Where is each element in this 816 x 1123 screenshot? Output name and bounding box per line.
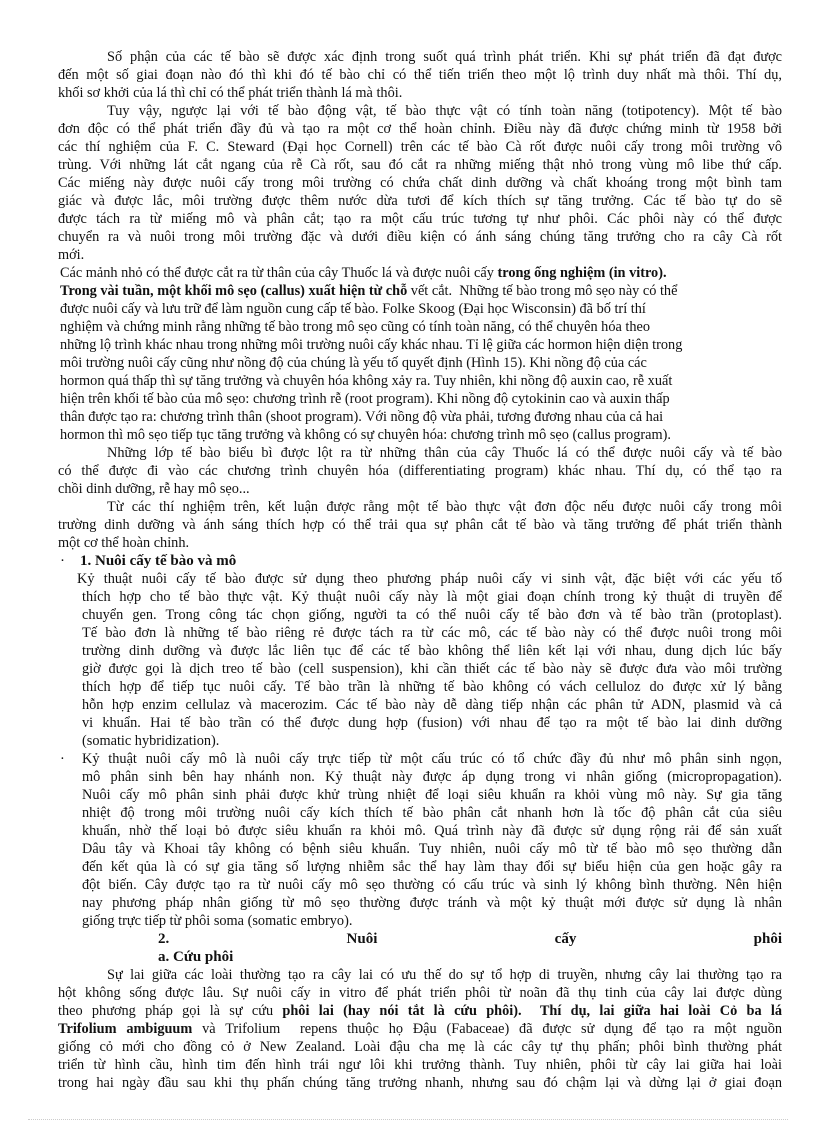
page-bottom-divider xyxy=(28,1119,788,1120)
heading-text: a. Cứu phôi xyxy=(158,949,234,965)
bold-text-run: trong ống nghiệm (in vitro). xyxy=(497,265,667,281)
paragraph-totipotency xyxy=(58,102,782,264)
text-line: hormon quá thấp thì sự tăng trưởng và chuyên hóa không xảy ra. Tuy nhiên, khi nồng độ auxin cao, rễ xuất xyxy=(60,373,673,389)
text-line xyxy=(60,282,782,300)
text-line: hormon thì mô sẹo tiếp tục tăng trưởng và không có sự chuyên hóa: chương trình mô sẹo (callus program). xyxy=(60,427,671,443)
text-line: vi khuẩn. Hai tế bào trần có thể được dung hợp (fusion) với nhau để tạo ra một tế bào lai dinh dưỡng xyxy=(82,715,782,731)
text-line: hột không sống được lâu. Sự nuôi cấy in vitro để phát triển phôi từ noãn đã thụ tinh của cây lai được dùng xyxy=(58,985,782,1001)
paragraph-epidermis xyxy=(58,444,782,498)
text-line: trường dinh dưỡng và được lắc liên tục để các tế bào không thể liên kết lại với nhau, dung dịch lúc bấy xyxy=(82,643,782,659)
text-line: một cơ thể hoàn chỉnh. xyxy=(58,535,190,551)
text-line: Nuôi cấy mô phân sinh phải được khử trùng nhiệt để loại siêu khuẩn ra khỏi vùng mô này. Sự gia tăng xyxy=(82,787,782,803)
text-line: nhiệt độ trong môi trường nuôi cấy kích thích tế bào phân cắt nhanh hơn là tốc độ phân cắt của siêu xyxy=(82,805,782,821)
text-line: hiện trên khối tế bào của mô sẹo: chương trình rễ (root program). Khi nồng độ cytokinin cao và auxin thấp xyxy=(60,391,670,407)
document-page xyxy=(58,48,782,1092)
text-line: Kỷ thuật nuôi cấy mô là nuôi cấy trực tiếp từ một cấu trúc có tổ chức đầy đủ như mô phân sinh ngọn, xyxy=(82,751,782,767)
text-line: Tuy vậy, ngược lại với tế bào động vật, tế bào thực vật có tính toàn năng (totipotency). Một tế bào xyxy=(107,103,782,119)
text-run: vết cắt. Những tế bào trong mô sẹo này có thể xyxy=(407,283,678,299)
paragraph-tobacco-callus xyxy=(58,264,782,444)
paragraph-conclusion xyxy=(58,498,782,552)
text-line xyxy=(58,1002,782,1020)
text-line: trùng. Với những lát cắt ngang của rễ Cà rốt, sau đó cắt ra những miếng thật nhỏ trong vùng mô libe thứ cấp. xyxy=(58,157,782,173)
text-run: và Trifolium repens thuộc họ Đậu (Fabaceae) đã được sử dụng để tạo ra một nguồn xyxy=(192,1021,782,1037)
text-line: nay phương pháp nhân giống từ mô sẹo thường được tránh và một kỷ thuật mới được sử dụng là nhân xyxy=(82,895,782,911)
text-line: những lộ trình khác nhau trong những môi trường nuôi cấy khác nhau. Tỉ lệ giữa các hormon hiện diện trong xyxy=(60,337,683,353)
text-run: Các mảnh nhỏ có thể được cắt ra từ thân của cây Thuốc lá và được nuôi cấy xyxy=(60,265,498,281)
text-line: Sự lai giữa các loài thường tạo ra cây lai có ưu thế do sự tổ hợp di truyền, nhưng cây lai thường tạo ra xyxy=(107,967,782,983)
heading-text: 1. Nuôi cấy tế bào và mô xyxy=(80,553,237,569)
text-line: có thể được đi vào các chương trình chuyên hóa (differentiating program) khác nhau. Thí dụ, có thể tạo ra xyxy=(58,463,782,479)
text-line: chồi dinh dưỡng, rễ hay mô sẹo... xyxy=(58,481,250,497)
text-line xyxy=(58,1020,782,1038)
paragraph-tissue-culture xyxy=(58,750,782,930)
text-line: Từ các thí nghiệm trên, kết luận được rằng một tế bào thực vật đơn độc nếu được nuôi cấy trong môi xyxy=(107,499,782,515)
text-line: được nuôi cấy và lưu trữ để làm nguồn cung cấp tế bào. Folke Skoog (Đại học Wisconsin) đã bố trí thí xyxy=(60,301,646,317)
text-line: mô phân sinh bên hay nhánh non. Kỷ thuật này được áp dụng trong vi nhân giống (micropropagation). xyxy=(82,769,782,785)
text-line: môi trường nuôi cấy cũng như nồng độ của chúng là yếu tố quyết định (Hình 15). Khi nồng độ của các xyxy=(60,355,647,371)
text-line: chuyển gen. Trong công tác chọn giống, người ta có thể nuôi cấy tế bào đơn và tế bào trần (protoplast). xyxy=(82,607,782,623)
paragraph-cell-culture xyxy=(58,570,782,750)
text-line: khuẩn, nhờ thế loại bỏ được siêu khuẩn ra khỏi mô. Quá trình này đã được sử dụng rộng rải để sản xuất xyxy=(82,823,782,839)
bullet-marker: · xyxy=(60,553,65,569)
text-line: khối sơ khởi của lá thì chỉ có thể phát triển thành lá mà thôi. xyxy=(58,85,403,101)
text-line: Dâu tây và Khoai tây không có bệnh siêu khuẩn. Tuy nhiên, nuôi cấy mô từ tế bào mô sẹo thường dẫn xyxy=(82,841,782,857)
text-line: Tế bào đơn là những tế bào riêng rẻ được tách ra từ các mô, các tế bào này có thể được nuôi trong môi xyxy=(82,625,782,641)
paragraph-cell-fate xyxy=(58,48,782,102)
text-line: giác và được lắc, môi trường được thêm nước dừa tươi để kích thích sự tăng trưởng. Các tế bào tự do sẽ xyxy=(58,193,782,209)
text-line: Số phận của các tế bào sẽ được xác định trong suốt quá trình phát triển. Khi sự phát triển đã đạt được xyxy=(107,49,782,65)
text-line: giờ được gọi là dịch treo tế bào (cell suspension), khi cần thiết các tế bào này sẽ được đưa vào môi trường xyxy=(82,661,782,677)
bullet-marker: · xyxy=(60,751,65,767)
text-line: chuyển ra và nuôi trong môi trường đặc và dưới điều kiện có ánh sáng chúng tăng trưởng cho ra cây Cà rốt xyxy=(58,229,782,245)
text-line: Những lớp tế bào biểu bì được lột ra từ những thân của cây Thuốc lá có thể được nuôi cấy và tế bào xyxy=(107,445,782,461)
text-line: Kỷ thuật nuôi cấy tế bào được sử dụng theo phương pháp nuôi cấy vi sinh vật, đặc biệt với các yếu tố xyxy=(77,571,782,587)
bold-text-run: Trong vài tuần, một khối mô sẹo (callus) xuất hiện từ chỗ xyxy=(60,283,408,299)
text-line: các thí nghiệm của F. C. Steward (Đại học Cornell) trên các tế bào Cà rốt được nuôi cấy trong môi trường vô xyxy=(58,139,782,155)
text-line: đến một số giai đoạn nào đó thì khi đó tế bào chỉ có thể tiến triển theo một lộ trình duy nhất mà thôi. Thí dụ, xyxy=(58,67,782,83)
text-line: thích hợp cho tế bào thực vật. Kỷ thuật nuôi cấy này là một giai đoạn chính trong kỷ thuật di truyền để xyxy=(82,589,782,605)
text-run: theo phương pháp gọi là sự cứu xyxy=(58,1003,283,1019)
bold-text-run: phôi lai (hay nói tắt là cứu phôi). Thí dụ, lai giữa hai loài Cỏ ba lá xyxy=(282,1003,782,1019)
text-line: nghiệm và chứng minh rằng những tế bào trong mô sẹo cũng có tính toàn năng, có thể chuyên hóa theo xyxy=(60,319,651,335)
text-line: triển từ hình cầu, hình tim đến hình trái ngư lôi khi trưởng thành. Tuy nhiên, phôi từ cây lai giữa hai loài xyxy=(58,1057,782,1073)
section-heading-cell-tissue-culture xyxy=(58,552,782,570)
text-line: (somatic hybridization). xyxy=(82,733,220,749)
text-line: trong hai ngày đầu sau khi thụ phấn chúng tăng trưởng nhanh, nhưng sau đó chậm lại và dừng lại ở giai đoạn xyxy=(58,1075,782,1091)
text-line xyxy=(60,264,782,282)
text-line: mới. xyxy=(58,247,85,263)
text-line: đến kết qủa là có sự gia tăng số lượng nhiễm sắc thể hay làm thay đổi sự biểu hiện của gen hoặc gây ra xyxy=(82,859,782,875)
text-line: thích hợp để tiếp tục nuôi cấy. Tế bào trần là những tế bào không có vách celluloz do được xử lý bằng xyxy=(82,679,782,695)
text-line: giống cỏ mới cho đồng cỏ ở New Zealand. Loài đậu cha mẹ là các cây tự thụ phấn; phôi bình thường phát xyxy=(58,1039,782,1055)
text-line: trường dinh dưỡng và ánh sáng thích hợp có thể trải qua sự phân cắt tế bào và tăng trưởng để phát triển thành xyxy=(58,517,782,533)
text-line: giống trực tiếp từ phôi soma (somatic embryo). xyxy=(82,913,353,929)
text-line: được tách ra từ miếng mô và phân cắt; tạo ra một cấu trúc tương tự như phôi. Các phôi này có thể được xyxy=(58,211,782,227)
text-line: đột biến. Cây được tạo ra từ nuôi cấy mô sẹo thường có cấu trúc và sinh lý không bình thường. Nên hiện xyxy=(82,877,782,893)
text-line: đơn độc có thể phát triển đầy đủ và tạo ra một cơ thể hoàn chỉnh. Điều này đã được chứng minh từ 1958 bởi xyxy=(58,121,782,137)
paragraph-embryo-rescue xyxy=(58,966,782,1092)
text-line: Các miếng này được nuôi cấy trong môi trường có chứa chất dinh dưỡng và chất khoáng trong một bình tam xyxy=(58,175,782,191)
section-heading-embryo-culture xyxy=(58,930,782,966)
text-line: thân được tạo ra: chương trình thân (shoot program). Với nồng độ vừa phải, tương đương nhau của cả hai xyxy=(60,409,664,425)
bold-text-run: Trifolium ambiguum xyxy=(58,1021,193,1037)
text-line: hỗn hợp enzim cellulaz và macerozim. Các tế bào này dễ dàng tiếp nhận các phân tử ADN, plasmid và cả xyxy=(82,697,782,713)
heading-text: 2. Nuôi cấy phôi xyxy=(158,931,782,947)
